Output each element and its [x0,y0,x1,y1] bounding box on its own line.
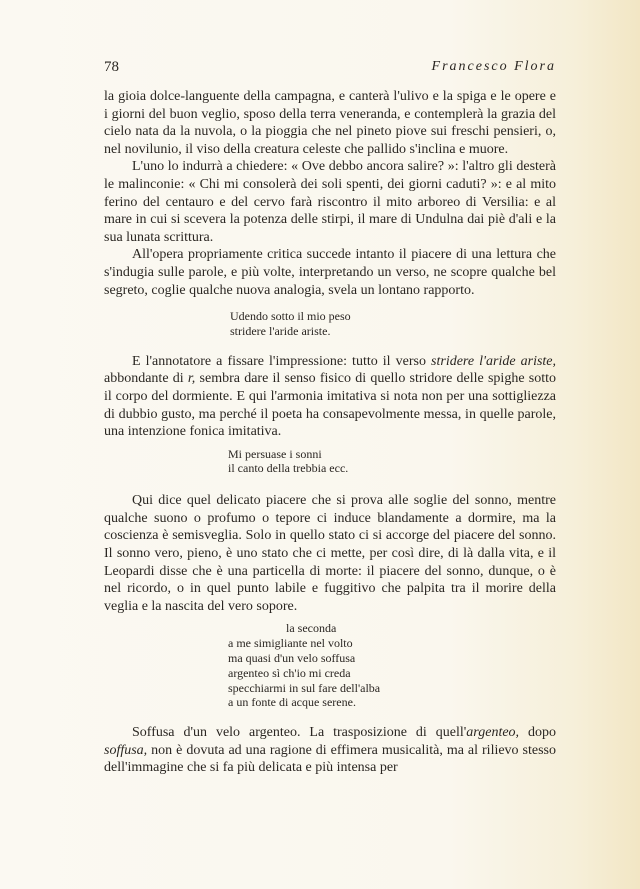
text-run: sembra dare il senso fisico di quello stridore delle spighe sotto il corpo del dormiente. E qui l'armonia imitativa si nota non per una sottigliezza di dubbio gusto, ma perché il poeta ha consapevolmente messa, in quelle parole, una intenzione fonica imitativa. [104,371,556,440]
verse-line: argenteo sì ch'io mi creda [228,665,351,680]
verse-line: Mi persuase i sonni [228,446,322,461]
verse-quote [228,621,556,710]
verse-quote [230,309,556,339]
paragraph: All'opera propriamente critica succede intanto il piacere di una lettura che s'indugia sulle parole, e più volte, interpretando un verso, ne scopre qualche bel segreto, coglie qualche nuova analogia, svela un lontano rapporto. [104,247,556,298]
paragraph [104,724,556,777]
italic-run: argenteo, [466,725,520,741]
verse-line: Udendo sotto il mio peso [230,309,351,324]
italic-run: soffusa, [104,742,148,758]
paragraph [104,353,556,441]
text-run: Soffusa d'un velo argenteo. La trasposizione di quell' [132,725,467,741]
text-run: E l'annotatore a fissare l'impressione: tutto il verso [132,353,432,369]
page-header [104,59,556,76]
text-run: non è dovuta ad una ragione di effimera musicalità, ma al rilievo stesso dell'immagine che si fa più delicata e più intensa per [104,742,556,776]
paragraph: Qui dice quel delicato piacere che si prova alle soglie del sonno, mentre qualche suono o profumo o tepore ci induce blandamente a dormire, ma la coscienza è semisveglia. Solo in quello stato ci si accorge del piacere del sonno. Il sonno vero, pieno, è uno stato che ci mette, per così dire, di là dalla vita, e il Leopardi disse che è una particella di morte: il piacere del sonno, dunque, o è nel ricordo, o in quel punto labile e fuggitivo che palpita tra il morire della veglia e la nascita del vero sopore. [104,493,556,614]
italic-run: r, [187,371,196,387]
verse-line: a me simigliante nel volto [228,636,353,651]
verse-line: il canto della trebbia ecc. [228,461,349,476]
body-text [104,88,556,777]
text-run: dopo [519,725,556,741]
verse-line: stridere l'aride ariste. [230,323,331,338]
verse-line: specchiarmi in sul fare dell'alba [228,680,381,695]
verse-line: a un fonte di acque serene. [228,695,356,710]
page-number: 78 [104,59,119,75]
paragraph: L'uno lo indurrà a chiedere: « Ove debbo ancora salire? »: l'altro gli desterà le malinconie: « Chi mi consolerà dei soli spenti, dei giorni caduti? »: e al mito ferino del centauro e del cervo farà riscontro il mito arboreo di Versilia: e al mare in cui si scevera la potenza delle stirpi, il mare di Undulna dai piè d'ali e la sua lunata scrittura. [104,159,556,245]
running-head-author: Francesco Flora [431,59,556,74]
verse-quote [228,447,556,477]
italic-run: stridere l'aride ariste, [431,353,557,369]
text-run: abbondante di [104,371,188,387]
paragraph: la gioia dolce-languente della campagna, e canterà l'ulivo e la spiga e le opere e i giorni del buon veglio, sposo della terra veneranda, e contemplerà la grazia del cielo nata da la nuvola, o la pioggia che nel pineto piove sui freschi pensieri, o, nel novilunio, il viso della creatura celeste che pallido s'inclina e muore. [104,89,556,157]
verse-line: la seconda [286,621,337,636]
verse-line: ma quasi d'un velo soffusa [228,651,356,666]
